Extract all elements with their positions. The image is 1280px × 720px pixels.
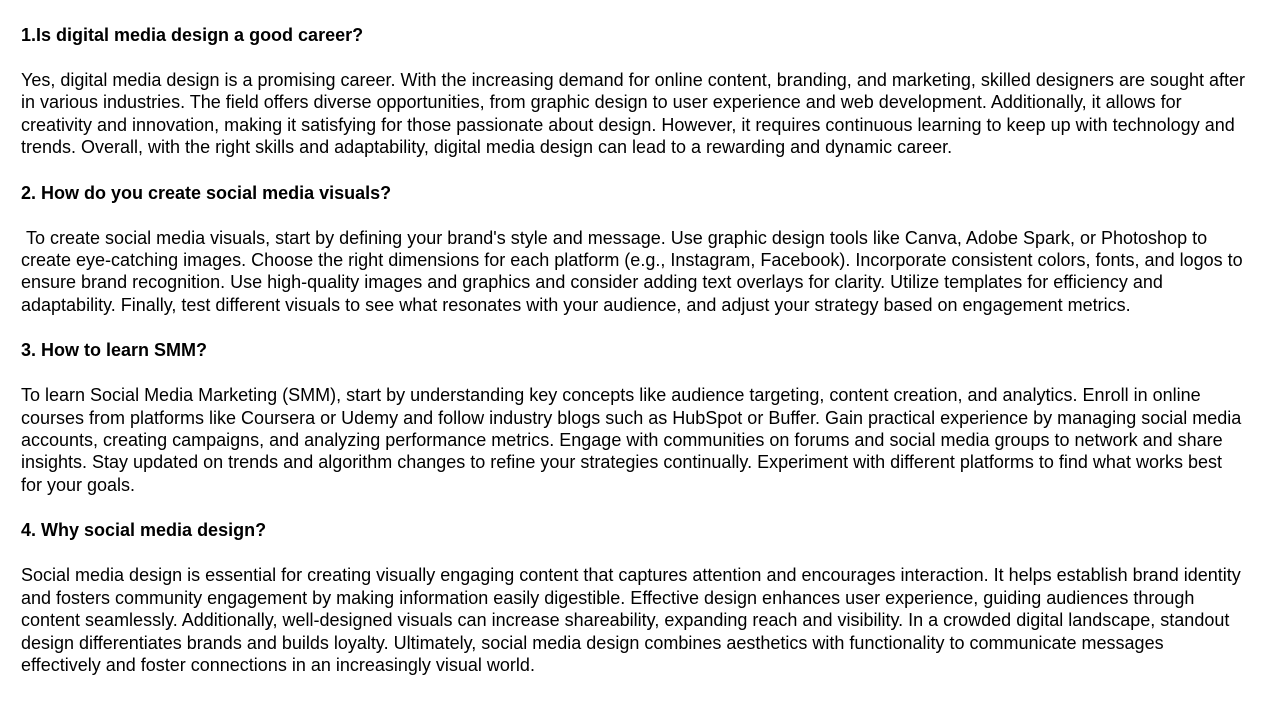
faq-question: 1.Is digital media design a good career? (21, 25, 364, 45)
faq-question: 2. How do you create social media visuals? (21, 182, 392, 203)
faq-item-why-social-media-design (21, 519, 1247, 676)
faq-answer: To learn Social Media Marketing (SMM), start by understanding key concepts like audience targeting, content creation, and analytics. Enroll in online courses from platforms like Coursera or Udemy and follow industry blogs such as HubSpot or Buffer. Gain practical experience by managing social media accounts, creating campaigns, and analyzing performance metrics. Engage with communities on forums and social media groups to network and share insights. Stay updated on trends and algorithm changes to refine your strategies continually. Experiment with different platforms to find what works best for your goals. (21, 385, 1247, 495)
faq-answer: To create social media visuals, start by defining your brand's style and message. Use graphic design tools like Canva, Adobe Spark, or Photoshop to create eye-catching images. Choose the right dimensions for each platform (e.g., Instagram, Facebook). Incorporate consistent colors, fonts, and logos to ensure brand recognition. Use high-quality images and graphics and consider adding text overlays for clarity. Utilize templates for efficiency and adaptability. Finally, test different visuals to see what resonates with your audience, and adjust your strategy based on engagement metrics. (21, 227, 1248, 315)
faq-question: 4. Why social media design? (21, 520, 267, 541)
faq-item-learn-smm (21, 339, 1247, 496)
faq-answer: Yes, digital media design is a promising career. With the increasing demand for online content, branding, and marketing, skilled designers are sought after in various industries. The field offers diverse opportunities, from graphic design to user experience and web development. Additionally, it allows for creativity and innovation, making it satisfying for those passionate about design. However, it requires continuous learning to keep up with technology and trends. Overall, with the right skills and adaptability, digital media design can lead to a rewarding and dynamic career. (21, 70, 1251, 158)
faq-answer: Social media design is essential for creating visually engaging content that captures attention and encourages interaction. It helps establish brand identity and fosters community engagement by making information easily digestible. Effective design enhances user experience, guiding audiences through content seamlessly. Additionally, well-designed visuals can increase shareability, expanding reach and visibility. In a crowded digital landscape, standout design differentiates brands and builds loyalty. Ultimately, social media design combines aesthetics with functionality to communicate messages effectively and foster connections in an increasingly visual world. (21, 565, 1246, 675)
faq-question: 3. How to learn SMM? (21, 340, 208, 361)
faq-item-digital-media-career (21, 24, 1251, 159)
faq-item-social-media-visuals (21, 182, 1247, 317)
